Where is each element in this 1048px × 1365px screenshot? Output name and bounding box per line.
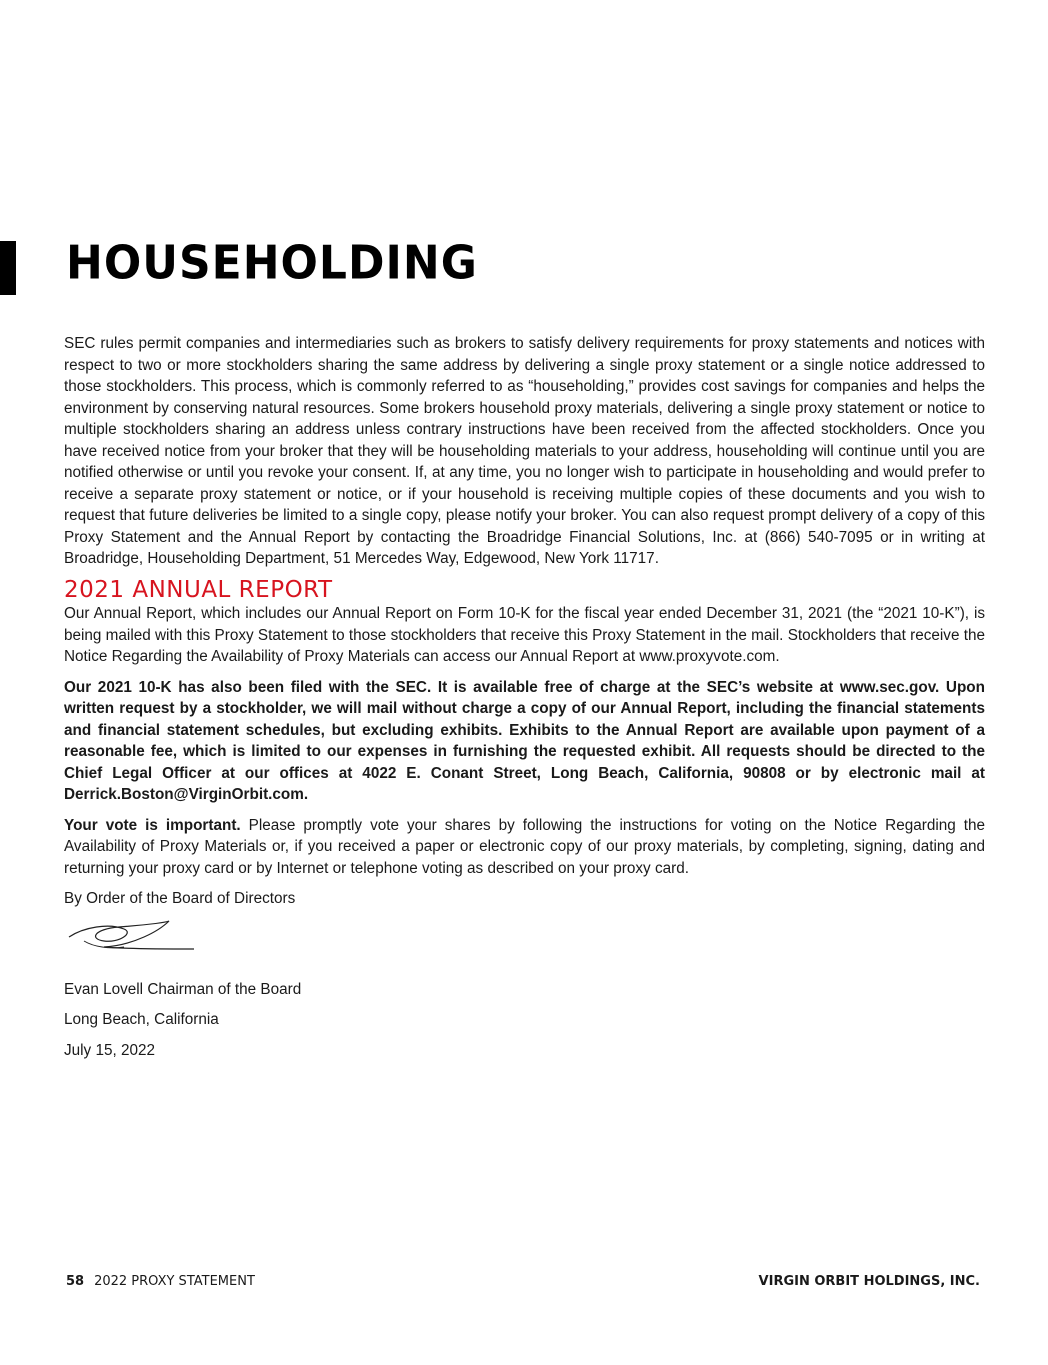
householding-paragraph: SEC rules permit companies and intermediaries such as brokers to satisfy delivery requirements for proxy statements and notices with respect to two or more stockholders sharing the same address by delivering a single proxy statement or a single notice addressed to those stockholders. This process, which is commonly referred to as “householding,” provides cost savings for companies and helps the environment by conserving natural resources. Some brokers household proxy materials, delivering a single proxy statement or notice to multiple stockholders sharing an address unless contrary instructions have been received from the affected stockholders. Once you have received notice from your broker that they will be householding materials to your address, householding will continue until you are notified otherwise or until you revoke your consent. If, at any time, you no longer wish to participate in householding and would prefer to receive a separate proxy statement or notice, or if your household is receiving multiple copies of these documents and you wish to request that future deliveries be limited to a single copy, please notify your broker. You can also request prompt delivery of a copy of this Proxy Statement and the Annual Report by contacting the Broadridge Financial Solutions, Inc. at (866) 540-7095 or in writing at Broadridge, Householding Department, 51 Mercedes Way, Edgewood, New York 11717. [64, 335, 985, 567]
page-content [64, 333, 985, 1070]
page-footer [66, 1274, 980, 1289]
signing-location: Long Beach, California [64, 1011, 219, 1028]
signature-image [64, 919, 985, 969]
company-name: VIRGIN ORBIT HOLDINGS, INC. [758, 1274, 980, 1289]
vote-emphasis: Your vote is important. [64, 816, 241, 834]
page-title: HOUSEHOLDING [66, 236, 478, 291]
annual-report-heading: 2021 ANNUAL REPORT [64, 576, 333, 603]
page-number: 58 [66, 1274, 85, 1289]
signer-name: Evan Lovell Chairman of the Board [64, 980, 302, 998]
vote-paragraph [64, 815, 985, 880]
sec-filing-paragraph: Our 2021 10-K has also been filed with the SEC. It is available free of charge at the SEC’s website at www.sec.gov. Upon written request by a stockholder, we will mail without charge a copy of our Annual Report, including the financial statements and financial statement schedules, but excluding exhibits. Exhibits to the Annual Report are available upon payment of a reasonable fee, which is limited to our expenses in furnishing the requested exhibit. All requests should be directed to the Chief Legal Officer at our offices at 4022 E. Conant Street, Long Beach, California, 90808 or by electronic mail at Derrick.Boston@VirginOrbit.com. [64, 678, 985, 803]
section-marker-bar [0, 241, 16, 295]
annual-report-paragraph: Our Annual Report, which includes our Annual Report on Form 10-K for the fiscal year ended December 31, 2021 (the “2021 10-K”), is being mailed with this Proxy Statement to those stockholders that receive this Proxy Statement in the mail. Stockholders that receive the Notice Regarding the Availability of Proxy Materials can access our Annual Report at www.proxyvote.com. [64, 605, 985, 665]
by-order-text: By Order of the Board of Directors [64, 890, 296, 907]
vote-text: Please promptly vote your shares by following the instructions for voting on the Notice Regarding the Availability of Proxy Materials or, if you received a paper or electronic copy of our proxy materials, by completing, signing, dating and returning your proxy card or by Internet or telephone voting as described on your proxy card. [64, 816, 985, 877]
footer-left [66, 1274, 255, 1289]
signing-date: July 15, 2022 [64, 1041, 155, 1059]
document-title: 2022 PROXY STATEMENT [94, 1274, 255, 1289]
